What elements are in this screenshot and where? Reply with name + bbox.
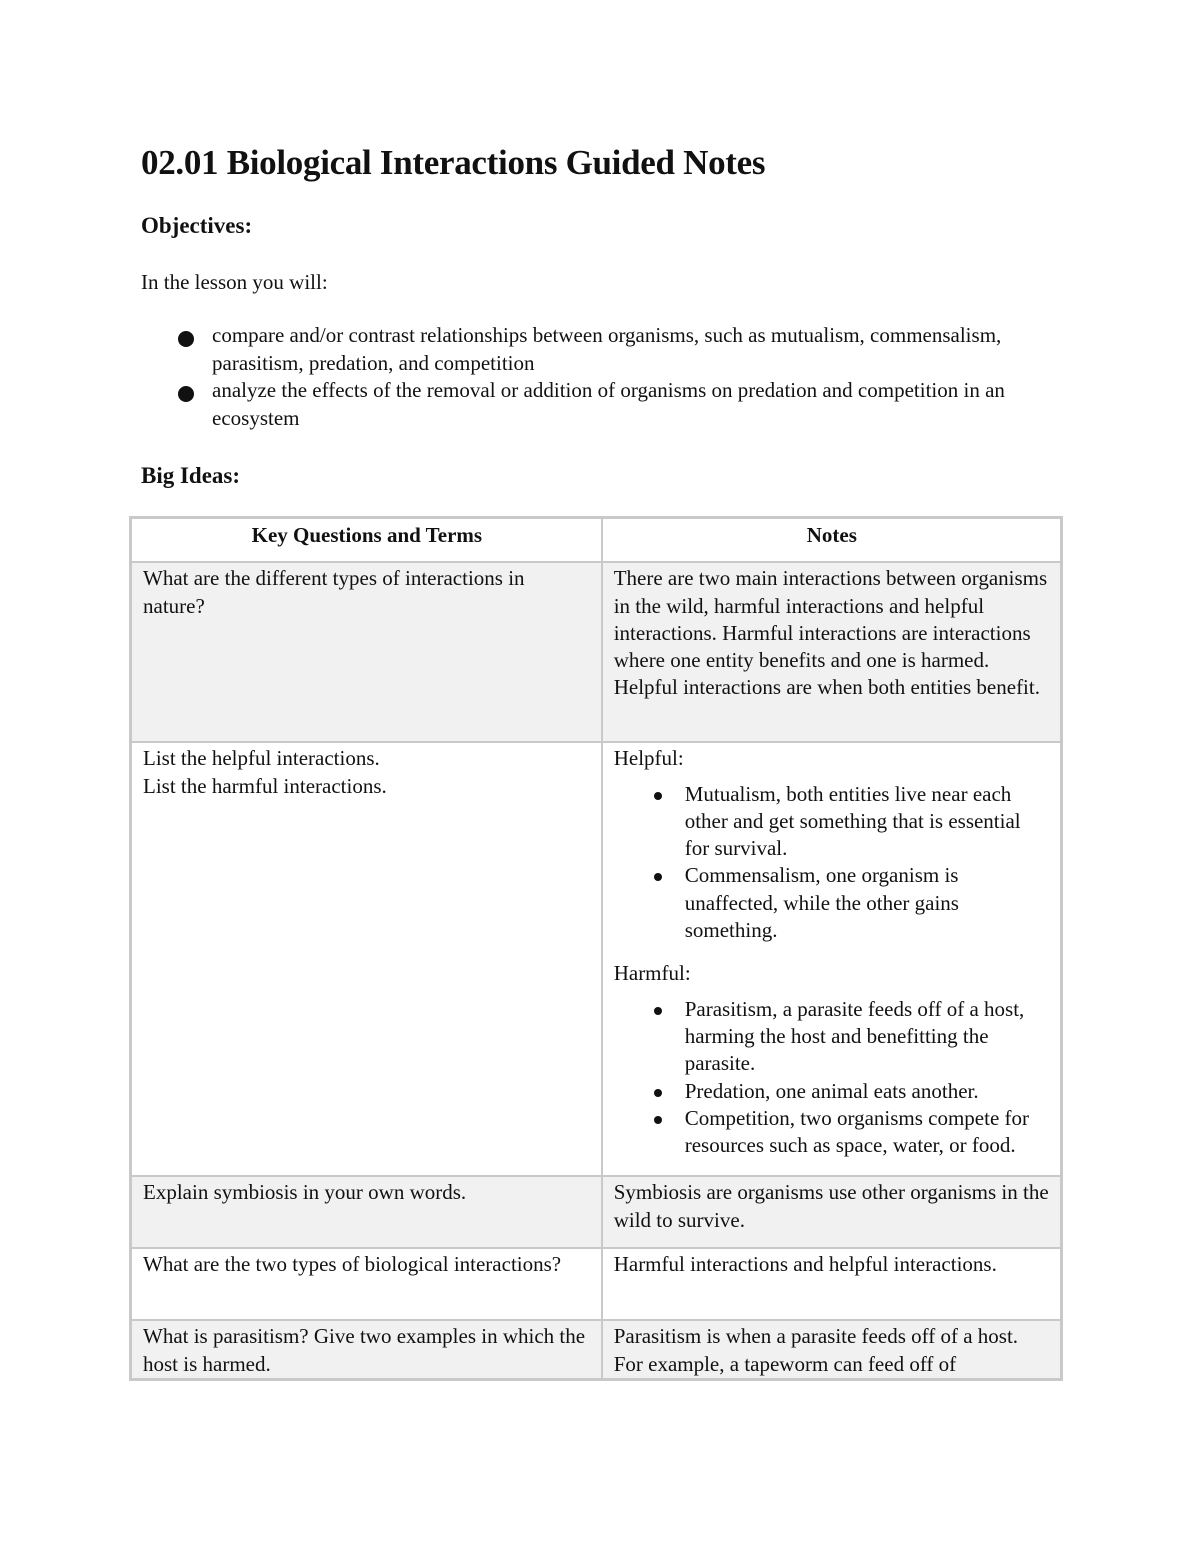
- header-questions: Key Questions and Terms: [131, 518, 602, 563]
- bullet-icon: [178, 331, 194, 347]
- table-row: [131, 562, 1062, 742]
- objective-text: compare and/or contrast relationships between organisms, such as mutualism, commensalism, parasitism, predation, and competition: [212, 323, 1002, 375]
- list-item-text: Commensalism, one organism is unaffected, while the other gains something.: [684, 863, 959, 943]
- question-cell: Explain symbiosis in your own words.: [131, 1176, 602, 1248]
- notes-cell: There are two main interactions between organisms in the wild, harmful interactions and helpful interactions. Harmful interactions are interactions where one entity benefits and one is harmed. Helpful interactions are when both entities benefit.: [602, 562, 1062, 742]
- question-cell: What are the two types of biological interactions?: [131, 1248, 602, 1320]
- question-cell: What are the different types of interactions in nature?: [131, 562, 602, 742]
- page-title: 02.01 Biological Interactions Guided Notes: [141, 143, 766, 182]
- question-line: List the helpful interactions.: [143, 746, 380, 771]
- list-item: [614, 781, 1050, 863]
- helpful-list: [614, 781, 1050, 945]
- harmful-list: [614, 996, 1050, 1160]
- bullet-icon: [654, 1089, 662, 1097]
- question-cell: What is parasitism? Give two examples in which the host is harmed.: [131, 1320, 602, 1379]
- bullet-icon: [654, 1116, 662, 1124]
- header-notes: Notes: [602, 518, 1062, 563]
- table-row: [131, 742, 1062, 1176]
- objectives-list: [141, 322, 1061, 432]
- table-row: [131, 1176, 1062, 1248]
- objective-text: analyze the effects of the removal or addition of organisms on predation and competition in an ecosystem: [212, 378, 1005, 430]
- list-item-text: Parasitism, a parasite feeds off of a host, harming the host and benefitting the parasite.: [684, 996, 1025, 1076]
- helpful-label: Helpful:: [613, 746, 684, 771]
- question-cell: [131, 742, 602, 1176]
- notes-table: [129, 516, 1063, 1381]
- list-item: [614, 862, 1050, 944]
- table-row: [131, 1248, 1062, 1320]
- question-line: List the harmful interactions.: [143, 773, 387, 798]
- notes-cell: Parasitism is when a parasite feeds off of a host. For example, a tapeworm can feed off of: [602, 1320, 1062, 1379]
- bullet-icon: [654, 873, 662, 881]
- table-row: [131, 1320, 1062, 1379]
- objective-item: [141, 377, 1061, 432]
- list-item-text: Competition, two organisms compete for resources such as space, water, or food.: [684, 1105, 1030, 1158]
- bullet-icon: [654, 1007, 662, 1015]
- notes-cell: Symbiosis are organisms use other organisms in the wild to survive.: [602, 1176, 1062, 1248]
- bullet-icon: [178, 386, 194, 402]
- list-item-text: Predation, one animal eats another.: [684, 1078, 979, 1103]
- notes-cell: Harmful interactions and helpful interactions.: [602, 1248, 1062, 1320]
- big-ideas-heading: Big Ideas:: [141, 463, 241, 488]
- objectives-heading: Objectives:: [141, 213, 253, 238]
- list-item-text: Mutualism, both entities live near each other and get something that is essential for survival.: [684, 781, 1021, 861]
- objective-item: [141, 322, 1061, 377]
- table-header-row: [131, 518, 1062, 563]
- notes-cell: [602, 742, 1062, 1176]
- harmful-label: Harmful:: [613, 961, 691, 986]
- intro-text: In the lesson you will:: [141, 270, 328, 294]
- list-item: [614, 1078, 1050, 1105]
- bullet-icon: [654, 792, 662, 800]
- list-item: [614, 1105, 1050, 1160]
- list-item: [614, 996, 1050, 1078]
